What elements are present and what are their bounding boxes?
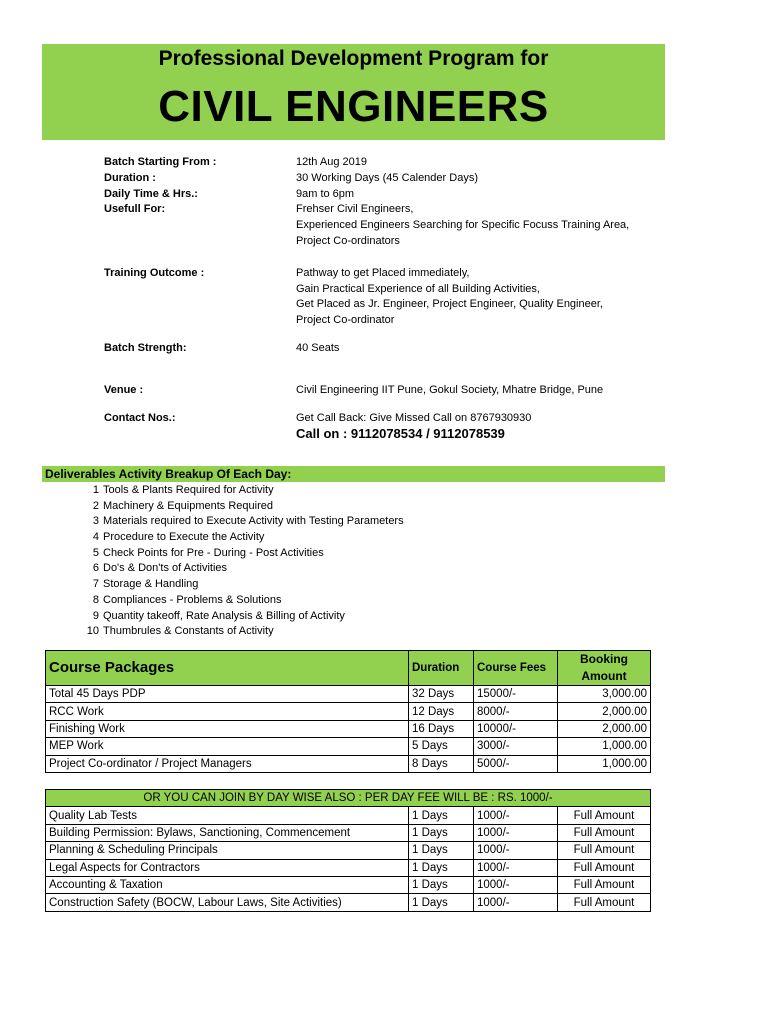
item-text: Procedure to Execute the Activity — [103, 531, 265, 544]
info-row — [104, 202, 664, 249]
item-number: 4 — [92, 531, 99, 544]
info-value — [296, 383, 664, 399]
table-cell: 5000/- — [474, 755, 558, 772]
item-text: Check Points for Pre - During - Post Activities — [103, 546, 324, 559]
table-cell: Building Permission: Bylaws, Sanctioning, Commencement — [46, 824, 409, 841]
deliverables-heading: Deliverables Activity Breakup Of Each Day: — [42, 466, 665, 482]
table-row — [46, 859, 651, 876]
table-cell: 12 Days — [409, 703, 474, 720]
table-cell: 1000/- — [474, 807, 558, 824]
table-cell: Construction Safety (BOCW, Labour Laws, Site Activities) — [46, 894, 409, 911]
table-row — [46, 824, 651, 841]
table-row — [46, 876, 651, 893]
item-number: 7 — [92, 578, 99, 591]
info-row — [104, 155, 664, 171]
item-text: Compliances - Problems & Solutions — [103, 593, 282, 606]
table-cell: 1000/- — [474, 824, 558, 841]
table-cell: 8 Days — [409, 755, 474, 772]
deliverables-list — [82, 483, 404, 640]
item-number: 5 — [92, 546, 99, 559]
info-label: Daily Time & Hrs.: — [104, 187, 198, 200]
table-cell: 1000/- — [474, 876, 558, 893]
table-cell: Quality Lab Tests — [46, 807, 409, 824]
item-number: 1 — [92, 484, 99, 496]
table-cell: Accounting & Taxation — [46, 876, 409, 893]
table-cell: 15000/- — [474, 686, 558, 703]
list-item — [82, 561, 404, 577]
table-cell: 2,000.00 — [558, 703, 651, 720]
table-cell: MEP Work — [46, 738, 409, 755]
program-info — [104, 155, 664, 442]
info-label: Usefull For: — [104, 203, 166, 216]
table-cell: 3000/- — [474, 738, 558, 755]
item-number: 8 — [92, 593, 99, 606]
info-value — [296, 202, 664, 249]
info-value-line: Project Co-ordinator — [296, 314, 395, 327]
info-label: Venue : — [104, 383, 144, 396]
list-item — [82, 577, 404, 593]
table-cell: 8000/- — [474, 703, 558, 720]
table-cell: 1000/- — [474, 842, 558, 859]
col-duration: Duration — [409, 651, 474, 686]
info-value — [296, 341, 664, 357]
info-value — [296, 155, 664, 171]
table-cell: 1 Days — [409, 842, 474, 859]
table-row — [46, 703, 651, 720]
list-item — [82, 514, 404, 530]
item-number: 2 — [92, 499, 99, 512]
table-row — [46, 755, 651, 772]
daywise-heading: OR YOU CAN JOIN BY DAY WISE ALSO : PER DAY FEE WILL BE : RS. 1000/- — [46, 790, 651, 807]
table-row — [46, 807, 651, 824]
item-text: Quantity takeoff, Rate Analysis & Billing of Activity — [103, 609, 345, 622]
info-label: Training Outcome : — [104, 266, 205, 279]
table-cell: 1,000.00 — [558, 755, 651, 772]
info-value — [296, 171, 664, 187]
banner-title: CIVIL ENGINEERS — [158, 82, 549, 131]
table-cell: 1 Days — [409, 807, 474, 824]
item-text: Thumbrules & Constants of Activity — [103, 625, 274, 638]
info-value-line: Gain Practical Experience of all Building Activities, — [296, 282, 540, 295]
table-row — [46, 720, 651, 737]
info-label: Duration : — [104, 171, 156, 184]
table-cell: Project Co-ordinator / Project Managers — [46, 755, 409, 772]
table-cell: Planning & Scheduling Principals — [46, 842, 409, 859]
table-cell: Full Amount — [558, 842, 651, 859]
info-label: Batch Starting From : — [104, 156, 217, 168]
table-cell: 1000/- — [474, 859, 558, 876]
table-cell: Finishing Work — [46, 720, 409, 737]
table-row — [46, 686, 651, 703]
info-row — [104, 187, 664, 203]
table-cell: Full Amount — [558, 894, 651, 911]
list-item — [82, 624, 404, 640]
banner-subtitle: Professional Development Program for — [158, 47, 549, 70]
table-cell: 1 Days — [409, 894, 474, 911]
item-text: Machinery & Equipments Required — [103, 499, 273, 512]
list-item — [82, 593, 404, 609]
course-packages-table — [45, 650, 651, 773]
table-cell: 32 Days — [409, 686, 474, 703]
info-value-line: 12th Aug 2019 — [296, 156, 367, 168]
info-value-line: Experienced Engineers Searching for Specific Focuss Training Area, — [296, 219, 630, 232]
info-value — [296, 187, 664, 203]
info-value-line: Civil Engineering IIT Pune, Gokul Society, Mhatre Bridge, Pune — [296, 383, 604, 396]
col-course-packages: Course Packages — [46, 651, 409, 686]
table-cell: 10000/- — [474, 720, 558, 737]
table-cell: Full Amount — [558, 807, 651, 824]
info-value-line: Get Call Back: Give Missed Call on 8767930930 — [296, 411, 532, 424]
info-value-line: Get Placed as Jr. Engineer, Project Engineer, Quality Engineer, — [296, 298, 603, 311]
table-row — [46, 738, 651, 755]
info-row — [104, 383, 664, 399]
table-cell: 16 Days — [409, 720, 474, 737]
item-text: Storage & Handling — [103, 578, 199, 591]
col-booking-amount: Booking Amount — [558, 651, 651, 686]
info-row — [104, 171, 664, 187]
info-value-line: Project Co-ordinators — [296, 234, 400, 247]
table-cell: Full Amount — [558, 859, 651, 876]
table-cell: 3,000.00 — [558, 686, 651, 703]
item-number: 9 — [92, 609, 99, 622]
item-text: Do's & Don'ts of Activities — [103, 562, 228, 575]
info-row — [104, 266, 664, 329]
info-value — [296, 266, 664, 329]
item-number: 10 — [86, 625, 99, 638]
title-banner — [42, 44, 665, 140]
table-cell: 1 Days — [409, 859, 474, 876]
table-cell: Full Amount — [558, 824, 651, 841]
call-on-numbers: Call on : 9112078534 / 9112078539 — [296, 426, 505, 442]
list-item — [82, 499, 404, 515]
info-value-line: 40 Seats — [296, 341, 340, 354]
list-item — [82, 609, 404, 625]
table-cell: 1 Days — [409, 824, 474, 841]
table-cell: Full Amount — [558, 876, 651, 893]
table-cell: Total 45 Days PDP — [46, 686, 409, 703]
table-cell: 1000/- — [474, 894, 558, 911]
table-row — [46, 842, 651, 859]
table-cell: 5 Days — [409, 738, 474, 755]
info-value-line: Pathway to get Placed immediately, — [296, 266, 470, 279]
info-value-line: 30 Working Days (45 Calender Days) — [296, 171, 478, 184]
col-course-fees: Course Fees — [474, 651, 558, 686]
table-cell: 1,000.00 — [558, 738, 651, 755]
list-item — [82, 483, 404, 499]
info-row — [104, 411, 664, 443]
table-cell: 1 Days — [409, 876, 474, 893]
info-value-line: Frehser Civil Engineers, — [296, 203, 414, 216]
daywise-table — [45, 789, 651, 912]
info-label: Contact Nos.: — [104, 411, 176, 424]
item-number: 6 — [92, 562, 99, 575]
item-number: 3 — [92, 515, 99, 528]
table-cell: RCC Work — [46, 703, 409, 720]
table-cell: Legal Aspects for Contractors — [46, 859, 409, 876]
info-value-line: 9am to 6pm — [296, 187, 355, 200]
info-value — [296, 411, 664, 443]
item-text: Tools & Plants Required for Activity — [103, 484, 274, 496]
info-row — [104, 341, 664, 357]
list-item — [82, 530, 404, 546]
list-item — [82, 546, 404, 562]
table-cell: 2,000.00 — [558, 720, 651, 737]
table-row — [46, 894, 651, 911]
item-text: Materials required to Execute Activity with Testing Parameters — [103, 515, 404, 528]
info-label: Batch Strength: — [104, 341, 187, 354]
